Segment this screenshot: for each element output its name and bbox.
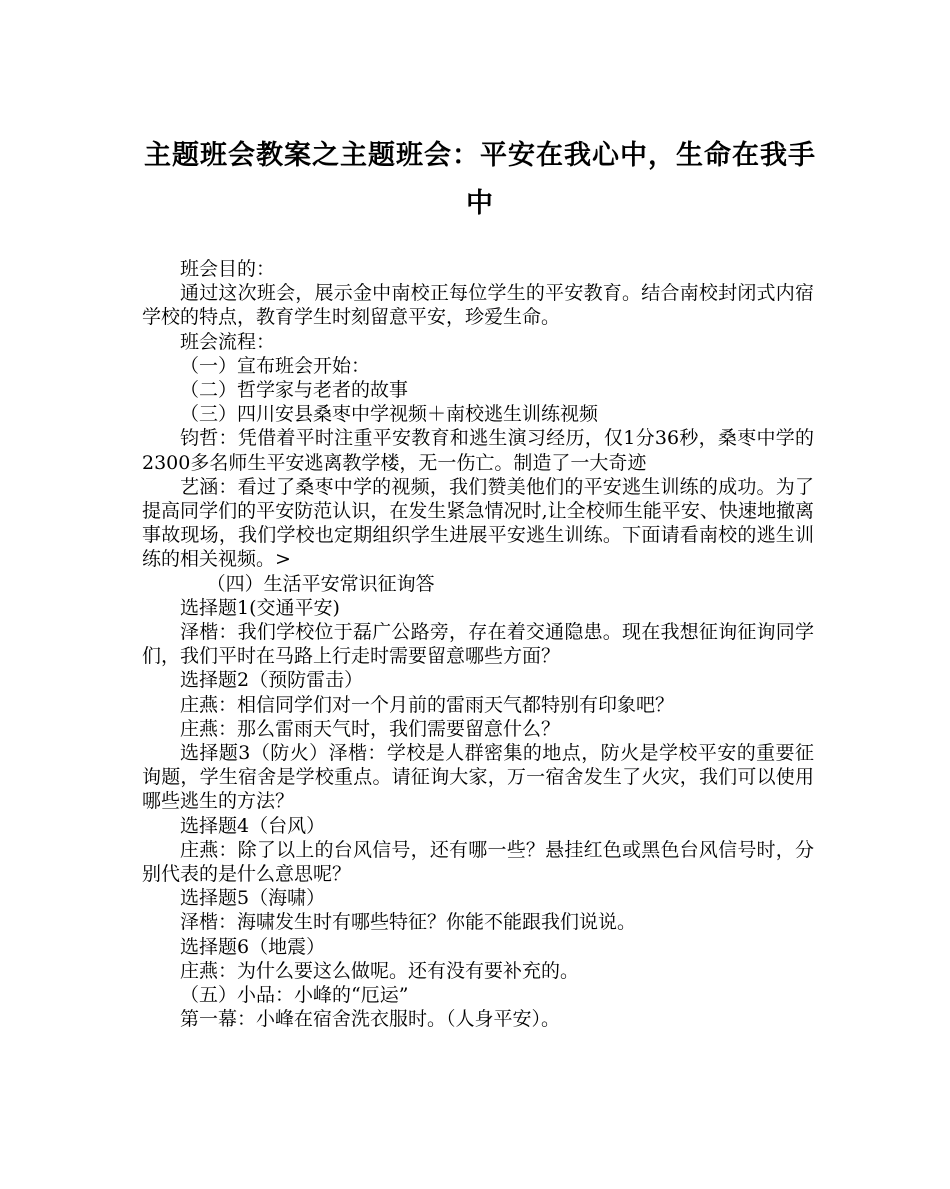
paragraph-question-1: 选择题1(交通平安) xyxy=(180,596,340,619)
paragraph-zekai-2: 泽楷：海啸发生时有哪些特征？你能不能跟我们说说。 xyxy=(180,911,637,934)
paragraph-step-5: （五）小品：小峰的“厄运” xyxy=(180,984,409,1007)
document-title: 主题班会教案之主题班会：平安在我心中，生命在我手中 xyxy=(144,140,816,219)
paragraph-step-2: （二）哲学家与老者的故事 xyxy=(180,379,409,402)
paragraph-zekai-1: 泽楷：我们学校位于磊广公路旁，存在着交通隐患。现在我想征询征询同学们，我们平时在马路上行走时需要留意哪些方面？ xyxy=(142,621,814,668)
paragraph-question-6: 选择题6（地震） xyxy=(180,935,326,958)
paragraph-purpose-heading: 班会目的： xyxy=(180,258,276,280)
paragraph-zhuangyan-3: 庄燕：除了以上的台风信号，还有哪一些？悬挂红色或黑色台风信号时，分别代表的是什么意思呢？ xyxy=(142,838,814,886)
paragraph-step-4: （四）生活平安常识征询答 xyxy=(206,572,435,595)
paragraph-zhuangyan-2: 庄燕：那么雷雨天气时，我们需要留意什么？ xyxy=(180,717,561,740)
paragraph-zhuangyan-4: 庄燕：为什么要这么做呢。还有没有要补充的。 xyxy=(180,959,580,982)
paragraph-yihan: 艺涵：看过了桑枣中学的视频，我们赞美他们的平安逃生训练的成功。为了提高同学们的平安防范认识，在发生紧急情况时,让全校师生能平安、快速地撤离事故现场，我们学校也定期组织学生进展平安逃生训练。下面请看南校的逃生训练的相关视频。> xyxy=(142,475,814,571)
paragraph-step-3: （三）四川安县桑枣中学视频＋南校逃生训练视频 xyxy=(180,403,599,426)
paragraph-act-1: 第一幕：小峰在宿舍洗衣服时。（人身平安）。 xyxy=(180,1008,561,1031)
paragraph-purpose-text: 通过这次班会，展示金中南校正每位学生的平安教育。结合南校封闭式内宿学校的特点，教育学生时刻留意平安，珍爱生命。 xyxy=(142,282,814,329)
paragraph-step-1: （一）宣布班会开始： xyxy=(180,354,371,377)
document-body xyxy=(142,257,814,1032)
paragraph-question-4: 选择题4（台风） xyxy=(180,814,326,837)
paragraph-question-3: 选择题3（防火）泽楷：学校是人群密集的地点，防火是学校平安的重要征询题，学生宿舍是学校重点。请征询大家，万一宿舍发生了火灾，我们可以使用哪些逃生的方法？ xyxy=(142,742,814,813)
paragraph-question-2: 选择题2（预防雷击） xyxy=(180,669,364,692)
paragraph-junzhe: 钧哲：凭借着平时注重平安教育和逃生演习经历，仅1分36秒，桑枣中学的2300多名师生平安逃离教学楼，无一伤亡。制造了一大奇迹 xyxy=(142,427,814,474)
paragraph-zhuangyan-1: 庄燕：相信同学们对一个月前的雷雨天气都特别有印象吧？ xyxy=(180,693,675,716)
paragraph-question-5: 选择题5（海啸） xyxy=(180,887,326,910)
paragraph-process-heading: 班会流程： xyxy=(180,330,276,353)
